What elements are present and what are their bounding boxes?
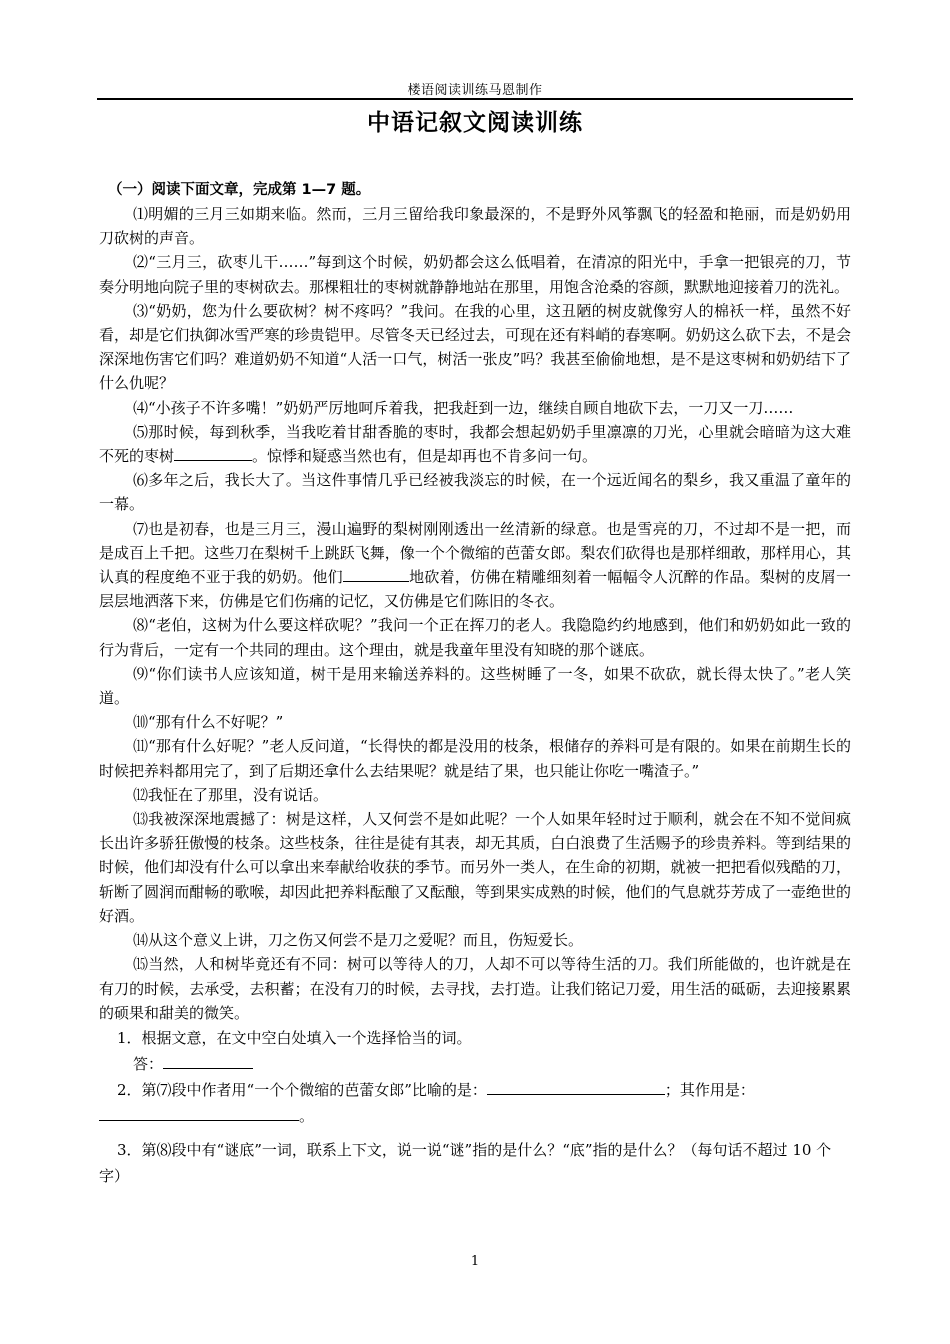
question-1: 1．根据文意，在文中空白处填入一个选择恰当的词。 [117,1028,472,1047]
paragraph-11: ⑾“那有什么好呢？”老人反问道，“长得快的都是没用的枝条，根储存的养料可是有限的。如果在前期生长的时候把养料都用完了，到了后期还拿什么去结果呢？就是结了果，也只能让你吃一嘴渣子。” [99,737,851,780]
question-2-continued [99,1103,851,1129]
paragraph-7-text-before: ⑺也是初春，也是三月三，漫山遍野的梨树刚刚透出一丝清新的绿意。也是雪亮的刀，不过却不是一把，而是成百上千把。这些刀在梨树千上跳跃飞舞，像一个个微缩的芭蕾女郎。梨农们砍得也是那样细敢，那样用心，其认真的程度绝不亚于我的奶奶。他们 [99,519,851,587]
paragraph-5-text-before: ⑸那时候，每到秋季，当我吃着甘甜香脆的枣时，我都会想起奶奶手里凛凛的刀光，心里就会暗暗为这大难不死的枣树 [99,422,851,466]
paragraph-7 [99,517,851,614]
answer-blank-2b[interactable] [99,1106,299,1121]
answer-blank-2a[interactable] [487,1080,665,1095]
question-2 [99,1077,851,1103]
question-3: 3．第⑻段中有“谜底”一词，联系上下文，说一说“谜”指的是什么？“底”指的是什么？（每句话不超过 10 个字） [99,1140,832,1185]
page-number: 1 [470,1254,480,1269]
fill-blank-1[interactable] [174,446,252,461]
paragraph-5 [99,420,851,468]
running-header: 楼语阅读训练马恩制作 [407,83,543,98]
paragraph-7-text-after: 地砍着，仿佛在精雕细刻着一幅幅令人沉醉的作品。梨树的皮屑一层层地洒落下来，仿佛是它们伤痛的记忆，又仿佛是它们陈旧的冬衣。 [99,568,851,611]
question-2-text-before: 2．第⑺段中作者用“一个个微缩的芭蕾女郎”比喻的是： [117,1080,487,1099]
paragraph-3: ⑶“奶奶，您为什么要砍树？树不疼吗？”我问。在我的心里，这丑陋的树皮就像穷人的棉袄一样，虽然不好看，却是它们执御冰雪严寒的珍贵铠甲。尽管冬天已经过去，可现在还有料峭的春寒啊。奶奶这么砍下去，不是会深深地伤害它们吗？难道奶奶不知道“人活一口气，树活一张皮”吗？我甚至偷偷地想，是不是这枣树和奶奶结下了什么仇呢？ [99,301,851,393]
paragraph-10: ⑽“那有什么不好呢？” [133,713,284,732]
section-heading: （一）阅读下面文章，完成第 1—7 题。 [108,182,371,198]
question-2-text-end: 。 [299,1106,315,1125]
answer-blank-1[interactable] [163,1054,253,1069]
paragraph-8: ⑻“老伯，这树为什么要这样砍呢？”我问一个正在挥刀的老人。我隐隐约约地感到，他们和奶奶如此一致的行为背后，一定有一个共同的理由。这个理由，就是我童年里没有知晓的那个谜底。 [99,616,851,659]
paragraph-5-text-after: 。惊悸和疑惑当然也有，但是却再也不肯多问一句。 [252,447,598,466]
paragraph-13: ⒀我被深深地震撼了：树是这样，人又何尝不是如此呢？一个人如果年轻时过于顺利，就会在不知不觉间疯长出许多骄狂傲慢的枝条。这些枝条，往往是徒有其表，却无其质，白白浪费了生活赐予的珍贵养料。等到结果的时候，他们却没有什么可以拿出来奉献给收获的季节。而另外一类人，在生命的初期，就被一把把看似残酷的刀，斩断了圆润而酣畅的歌喉，却因此把养料酝酿了又酝酿，等到果实成熟的时候，他们的气息就芬芳成了一壶绝世的好酒。 [99,810,851,925]
question-1-answer [99,1051,851,1077]
question-2-text-middle: ；其作用是： [664,1080,755,1099]
header-rule [97,98,853,100]
paragraph-2: ⑵“三月三，砍枣儿干……”每到这个时候，奶奶都会这么低唱着，在清凉的阳光中，手拿一把银亮的刀，节奏分明地向院子里的枣树砍去。那棵粗壮的枣树就静静地站在那里，用饱含沧桑的容颜，默默地迎接着刀的洗礼。 [99,253,851,296]
paragraph-9: ⑼“你们读书人应该知道，树干是用来输送养料的。这些树睡了一冬，如果不砍砍，就长得太快了。”老人笑道。 [99,664,851,708]
answer-label: 答： [133,1054,164,1073]
paragraph-1: ⑴明媚的三月三如期来临。然而，三月三留给我印象最深的，不是野外风筝飘飞的轻盈和艳丽，而是奶奶用刀砍树的声音。 [99,205,851,248]
article-body [99,178,851,1189]
paragraph-15: ⒂当然，人和树毕竟还有不同：树可以等待人的刀，人却不可以等待生活的刀。我们所能做的，也许就是在有刀的时候，去承受，去积蓄；在没有刀的时候，去寻找，去打造。让我们铭记刀爱，用生活的砥砺，去迎接累累的硕果和甜美的微笑。 [99,955,851,1022]
page-title: 中语记叙文阅读训练 [367,110,583,136]
paragraph-4: ⑷“小孩子不许多嘴！”奶奶严厉地呵斥着我，把我赶到一边，继续自顾自地砍下去，一刀又一刀…… [133,398,794,417]
paragraph-14: ⒁从这个意义上讲，刀之伤又何尝不是刀之爱呢？而且，伤短爱长。 [133,931,584,950]
fill-blank-2[interactable] [343,567,409,582]
paragraph-12: ⑿我怔在了那里，没有说话。 [133,785,329,804]
paragraph-6: ⑹多年之后，我长大了。当这件事情几乎已经被我淡忘的时候，在一个远近闻名的梨乡，我又重温了童年的一幕。 [99,471,851,514]
